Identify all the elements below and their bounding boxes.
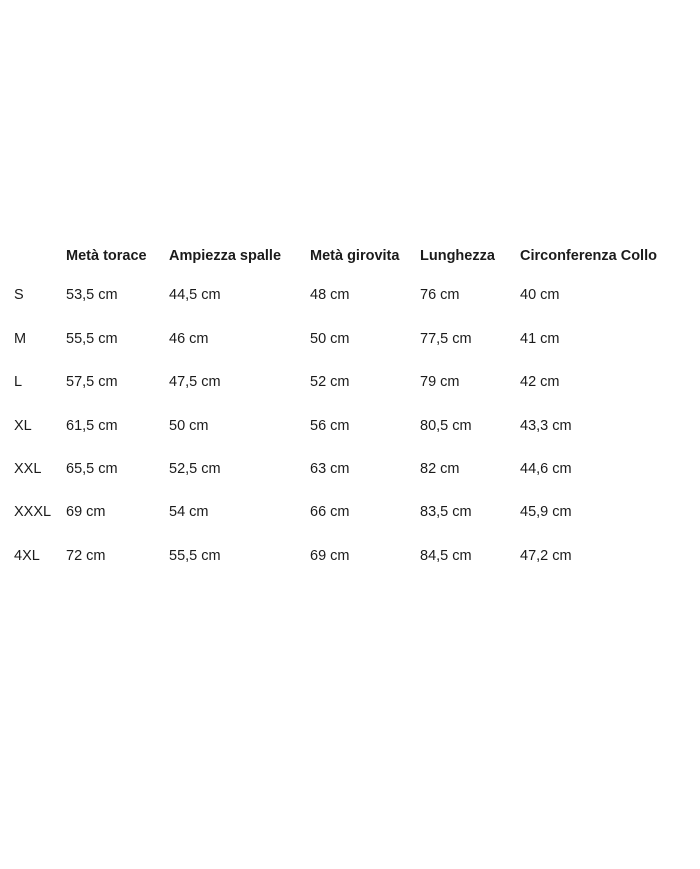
table-row xyxy=(14,548,680,565)
cell-meta-girovita: 63 cm xyxy=(310,460,350,477)
cell-circonferenza-collo: 41 cm xyxy=(520,330,560,347)
cell-circonferenza-collo: 40 cm xyxy=(520,287,560,304)
cell-meta-girovita: 69 cm xyxy=(310,547,350,564)
cell-size: L xyxy=(14,374,23,391)
cell-size: M xyxy=(14,330,27,347)
cell-meta-girovita: 66 cm xyxy=(310,504,350,521)
cell-meta-torace: 55,5 cm xyxy=(66,330,118,347)
cell-circonferenza-collo: 47,2 cm xyxy=(520,547,572,564)
cell-meta-torace: 72 cm xyxy=(66,547,106,564)
cell-size: 4XL xyxy=(14,547,40,564)
table-body xyxy=(14,287,680,565)
cell-circonferenza-collo: 45,9 cm xyxy=(520,504,572,521)
cell-meta-torace: 69 cm xyxy=(66,504,106,521)
cell-ampiezza-spalle: 44,5 cm xyxy=(169,287,221,304)
cell-ampiezza-spalle: 46 cm xyxy=(169,330,209,347)
cell-meta-girovita: 56 cm xyxy=(310,417,350,434)
cell-ampiezza-spalle: 50 cm xyxy=(169,417,209,434)
cell-size: XXL xyxy=(14,460,42,477)
cell-lunghezza: 76 cm xyxy=(420,287,460,304)
column-header-size xyxy=(14,248,66,287)
table-header xyxy=(14,248,680,287)
table-row xyxy=(14,418,680,461)
column-header-meta-torace: Metà torace xyxy=(66,248,147,264)
cell-ampiezza-spalle: 54 cm xyxy=(169,504,209,521)
cell-meta-torace: 53,5 cm xyxy=(66,287,118,304)
cell-lunghezza: 77,5 cm xyxy=(420,330,472,347)
cell-size: XXXL xyxy=(14,504,52,521)
cell-circonferenza-collo: 44,6 cm xyxy=(520,460,572,477)
cell-size: XL xyxy=(14,417,32,434)
cell-circonferenza-collo: 42 cm xyxy=(520,374,560,391)
cell-lunghezza: 80,5 cm xyxy=(420,417,472,434)
size-chart-container xyxy=(14,248,694,565)
column-header-lunghezza: Lunghezza xyxy=(420,248,495,264)
cell-size: S xyxy=(14,287,24,304)
cell-meta-torace: 65,5 cm xyxy=(66,460,118,477)
cell-lunghezza: 83,5 cm xyxy=(420,504,472,521)
table-header-row xyxy=(14,248,680,287)
table-row xyxy=(14,331,680,374)
size-chart-table xyxy=(14,248,680,565)
column-header-ampiezza-spalle: Ampiezza spalle xyxy=(169,248,282,264)
cell-ampiezza-spalle: 52,5 cm xyxy=(169,460,221,477)
table-row xyxy=(14,374,680,417)
column-header-circonferenza-collo: Circonferenza Collo xyxy=(520,248,657,264)
cell-lunghezza: 79 cm xyxy=(420,374,460,391)
table-row xyxy=(14,461,680,504)
table-row xyxy=(14,504,680,547)
cell-meta-torace: 57,5 cm xyxy=(66,374,118,391)
cell-meta-girovita: 52 cm xyxy=(310,374,350,391)
cell-meta-girovita: 48 cm xyxy=(310,287,350,304)
cell-lunghezza: 84,5 cm xyxy=(420,547,472,564)
cell-circonferenza-collo: 43,3 cm xyxy=(520,417,572,434)
cell-ampiezza-spalle: 47,5 cm xyxy=(169,374,221,391)
column-header-meta-girovita: Metà girovita xyxy=(310,248,400,264)
cell-meta-girovita: 50 cm xyxy=(310,330,350,347)
cell-meta-torace: 61,5 cm xyxy=(66,417,118,434)
cell-ampiezza-spalle: 55,5 cm xyxy=(169,547,221,564)
table-row xyxy=(14,287,680,330)
cell-lunghezza: 82 cm xyxy=(420,460,460,477)
